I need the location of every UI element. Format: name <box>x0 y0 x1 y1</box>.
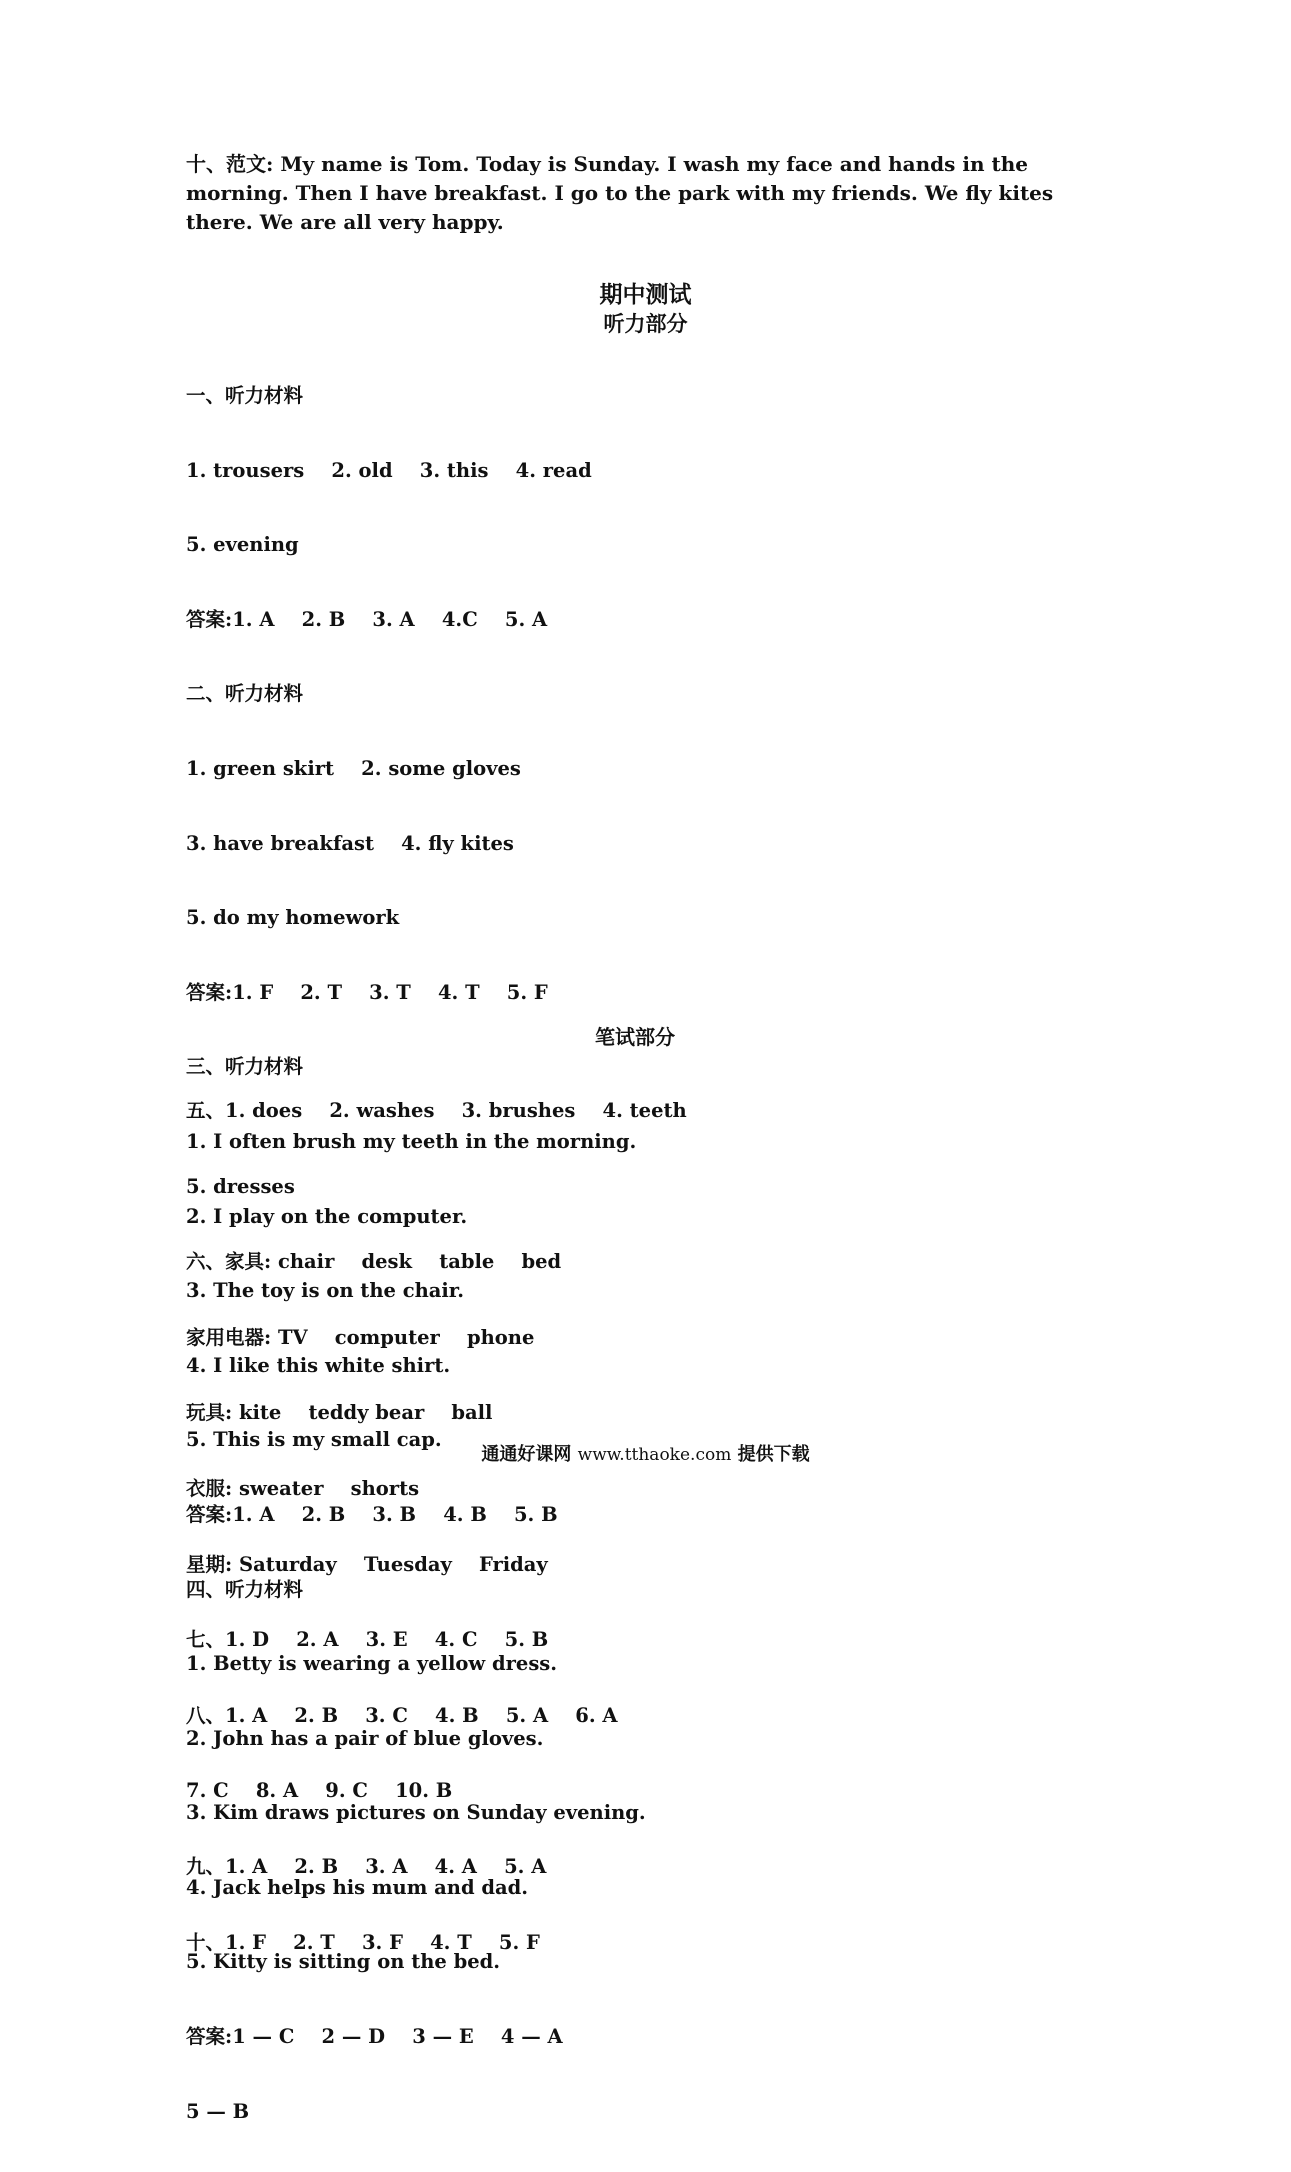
list-item: 七、1. D 2. A 3. E 4. C 5. B <box>186 1628 549 1652</box>
list-item: 十、1. F 2. T 3. F 4. T 5. F <box>186 1930 540 1954</box>
list-item: 5. evening <box>186 533 299 557</box>
list-item: 答案:1. F 2. T 3. T 4. T 5. F <box>186 980 548 1004</box>
list-item: 4. I like this white shirt. <box>186 1353 451 1377</box>
essay-text: My name is Tom. Today is Sunday. I wash my face and hands in the morning. Then I have breakfast. I go to the park with my friends. We fly kites there. We are all very happy. <box>186 152 1054 234</box>
list-item: 二、听力材料 <box>186 682 304 706</box>
list-item: 衣服: sweater shorts <box>186 1476 420 1500</box>
page-footer <box>0 1440 1291 1466</box>
list-item: 3. have breakfast 4. fly kites <box>186 831 514 855</box>
list-item: 5. dresses <box>186 1174 295 1198</box>
list-item: 家用电器: TV computer phone <box>186 1325 535 1349</box>
list-item: 2. John has a pair of blue gloves. <box>186 1726 544 1750</box>
list-item: 六、家具: chair desk table bed <box>186 1250 562 1274</box>
listening-section-title: 听力部分 <box>603 311 688 336</box>
page-title: 期中测试 <box>599 281 692 308</box>
list-item: 九、1. A 2. B 3. A 4. A 5. A <box>186 1854 547 1878</box>
essay-label: 十、范文: <box>186 152 274 176</box>
writing-section-title: 笔试部分 <box>595 1025 675 1049</box>
list-item: 星期: Saturday Tuesday Friday <box>186 1552 548 1576</box>
list-item: 1. Betty is wearing a yellow dress. <box>186 1652 558 1676</box>
list-item: 1. trousers 2. old 3. this 4. read <box>186 458 592 482</box>
list-item: 1. green skirt 2. some gloves <box>186 756 521 780</box>
list-item: 答案:1. A 2. B 3. B 4. B 5. B <box>186 1502 558 1526</box>
list-item: 1. I often brush my teeth in the morning. <box>186 1129 637 1153</box>
list-item: 5 — B <box>186 2099 250 2123</box>
list-item: 4. Jack helps his mum and dad. <box>186 1875 529 1899</box>
list-item: 3. Kim draws pictures on Sunday evening. <box>186 1801 646 1825</box>
model-essay <box>186 150 1091 237</box>
list-item: 2. I play on the computer. <box>186 1204 468 1228</box>
list-item: 答案:1. A 2. B 3. A 4.C 5. A <box>186 607 548 631</box>
list-item: 八、1. A 2. B 3. C 4. B 5. A 6. A <box>186 1703 618 1727</box>
list-item: 3. The toy is on the chair. <box>186 1279 465 1303</box>
footer-url[interactable]: www.tthaoke.com <box>577 1445 732 1465</box>
list-item: 三、听力材料 <box>186 1055 304 1079</box>
list-item: 5. Kitty is sitting on the bed. <box>186 1950 501 1974</box>
footer-site-name: 通通好课网 <box>481 1444 572 1465</box>
list-item: 7. C 8. A 9. C 10. B <box>186 1779 453 1803</box>
list-item: 四、听力材料 <box>186 1577 304 1601</box>
list-item: 答案:1 — C 2 — D 3 — E 4 — A <box>186 2025 563 2049</box>
list-item: 五、1. does 2. washes 3. brushes 4. teeth <box>186 1099 687 1122</box>
list-item: 玩具: kite teddy bear ball <box>186 1401 493 1425</box>
list-item: 5. do my homework <box>186 906 400 930</box>
footer-suffix: 提供下载 <box>737 1444 810 1465</box>
list-item: 一、听力材料 <box>186 384 304 407</box>
writing-answers <box>186 1050 886 2003</box>
list-item: 5. This is my small cap. <box>186 1428 442 1452</box>
